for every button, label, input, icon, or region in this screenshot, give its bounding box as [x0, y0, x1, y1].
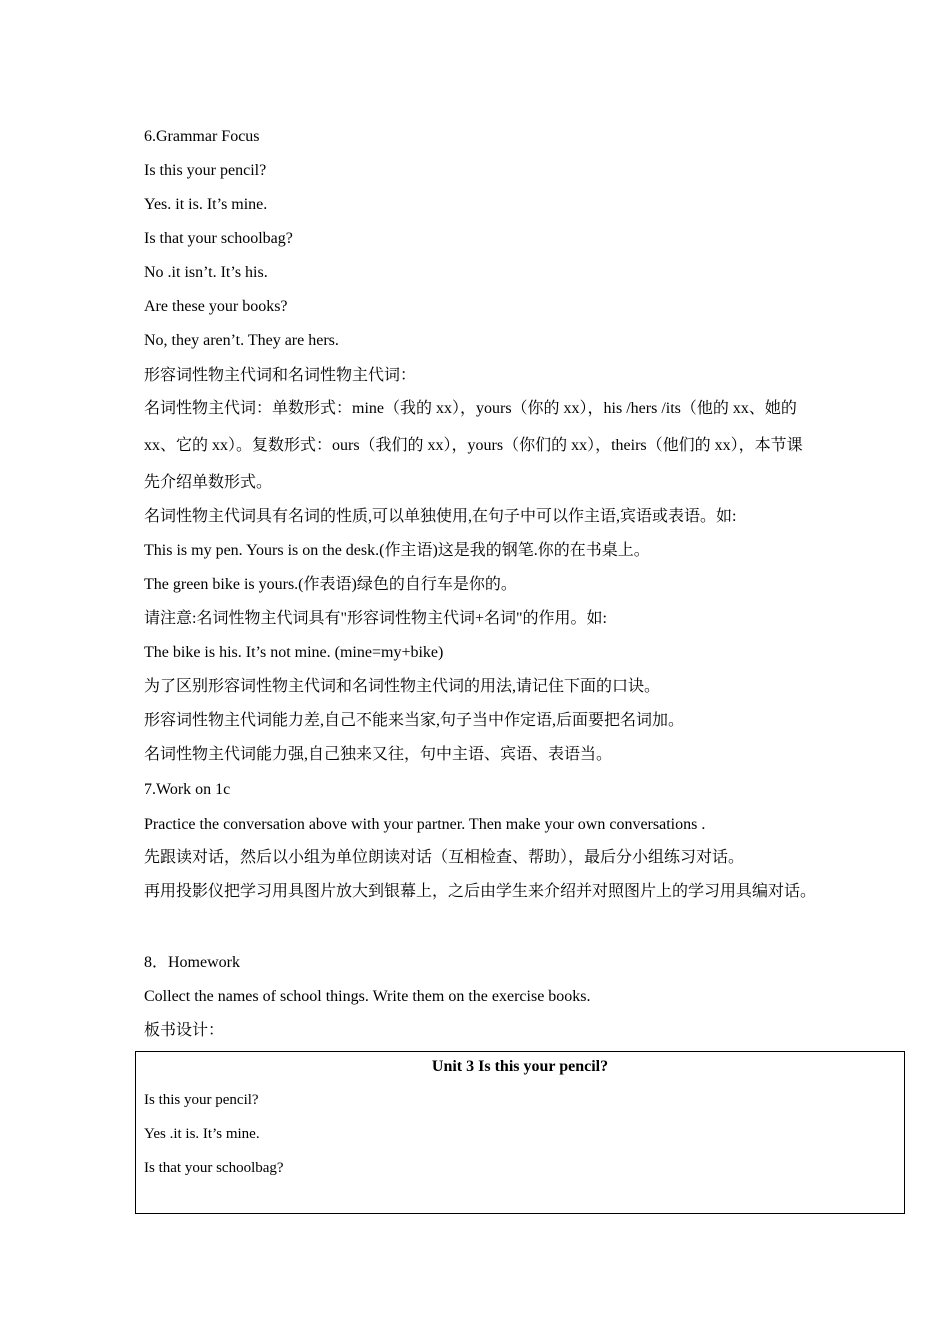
board-design-label: 板书设计： [144, 1022, 225, 1039]
text-line: The green bike is yours.(作表语)绿色的自行车是你的。 [144, 576, 517, 593]
section-heading-homework: 8．Homework [144, 954, 240, 971]
board-line: Is that your schoolbag? [144, 1160, 284, 1176]
board-line: Yes .it is. It’s mine. [144, 1126, 260, 1142]
text-line: Collect the names of school things. Write them on the exercise books. [144, 988, 591, 1005]
text-line: No, they aren’t. They are hers. [144, 332, 339, 349]
text-paragraph: 再用投影仪把学习用具图片放大到银幕上，之后由学生来介绍并对照图片上的学习用具编对话。 [144, 883, 817, 900]
text-line: 形容词性物主代词能力差,自己不能来当家,句子当中作定语,后面要把名词加。 [144, 712, 685, 729]
text-line: 请注意:名词性物主代词具有"形容词性物主代词+名词"的作用。如: [144, 610, 607, 627]
text-line: 先跟读对话，然后以小组为单位朗读对话（互相检查、帮助），最后分小组练习对话。 [144, 849, 745, 866]
section-heading-grammar-focus: 6.Grammar Focus [144, 128, 260, 145]
board-title: Unit 3 Is this your pencil? [431, 1058, 609, 1075]
text-line: The bike is his. It’s not mine. (mine=my+bike) [144, 644, 444, 661]
blackboard-design-box [135, 1051, 905, 1214]
text-line: Practice the conversation above with your partner. Then make your own conversations . [144, 816, 706, 833]
text-line: No .it isn’t. It’s his. [144, 264, 268, 281]
text-line: Are these your books? [144, 298, 288, 315]
text-line: Is this your pencil? [144, 162, 267, 179]
text-line: 为了区别形容词性物主代词和名词性物主代词的用法,请记住下面的口诀。 [144, 678, 661, 695]
section-heading-work-on-1c: 7.Work on 1c [144, 781, 231, 798]
text-line: 名词性物主代词具有名词的性质,可以单独使用,在句子中可以作主语,宾语或表语。如: [144, 508, 737, 525]
text-line: 名词性物主代词能力强,自己独来又往，句中主语、宾语、表语当。 [144, 746, 613, 763]
text-line: Yes. it is. It’s mine. [144, 196, 268, 213]
text-line: Is that your schoolbag? [144, 230, 293, 247]
text-paragraph: 名词性物主代词：单数形式：mine（我的 xx），yours（你的 xx），his /hers /its（他的 xx、她的 xx、它的 xx）。复数形式：ours（我们的 xx），yours（你们的 xx），theirs（他们的 xx），本节课先介绍单数形式。 [144, 400, 803, 491]
board-line: Is this your pencil? [144, 1092, 259, 1108]
text-line: This is my pen. Yours is on the desk.(作主语)这是我的钢笔.你的在书桌上。 [144, 542, 650, 559]
text-line: 形容词性物主代词和名词性物主代词： [144, 367, 417, 384]
